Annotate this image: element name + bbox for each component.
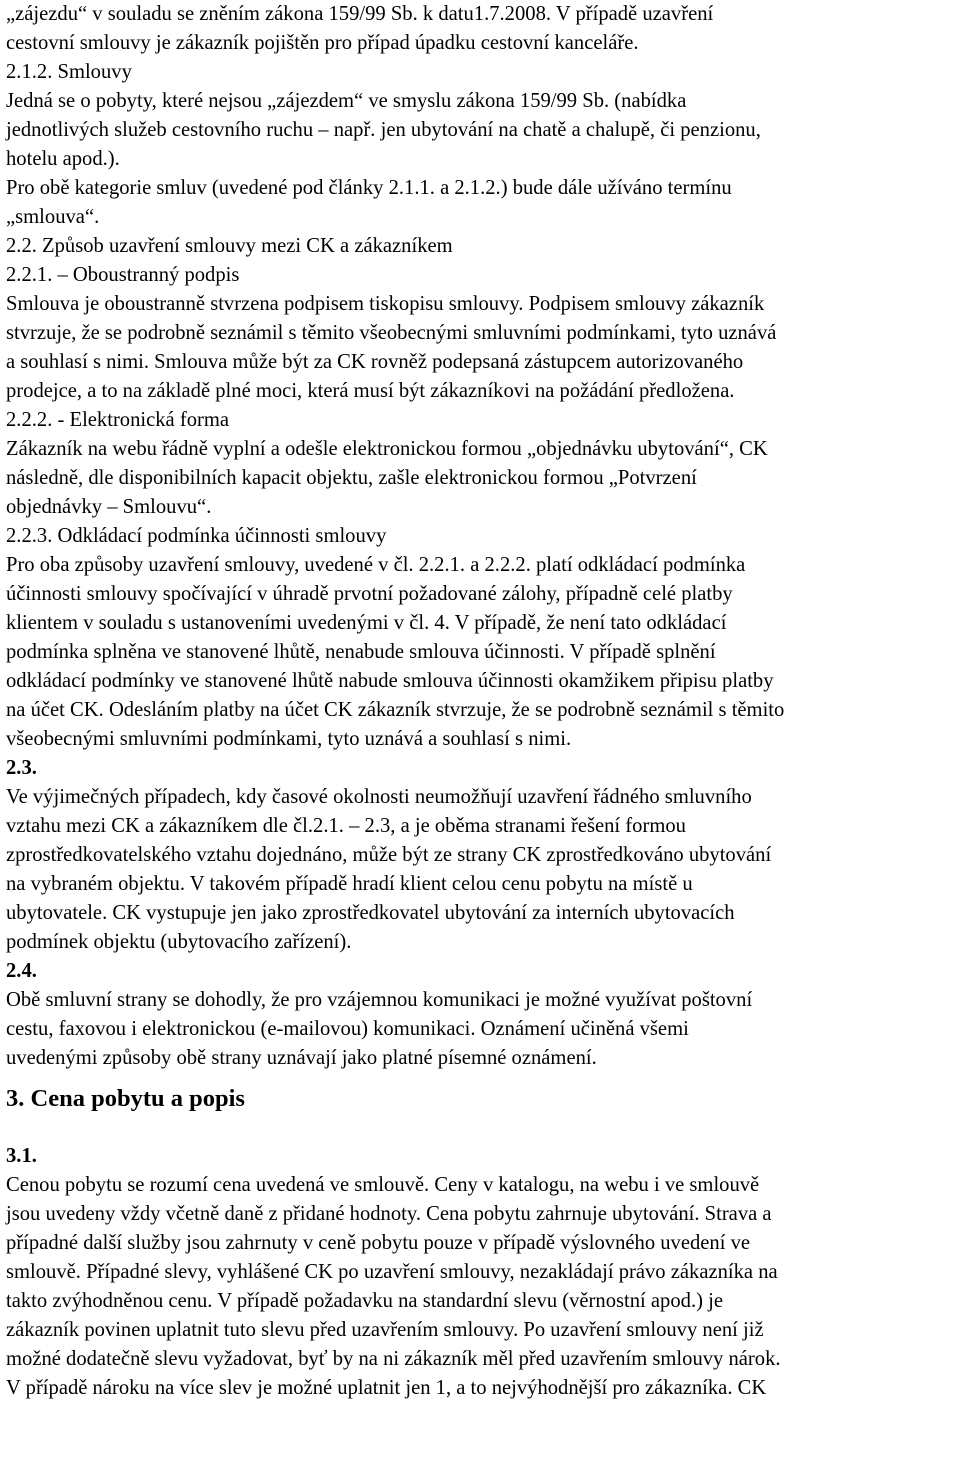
section-number-2-3: 2.3. xyxy=(6,757,37,779)
text-line: ubytovatele. CK vystupuje jen jako zprostředkovatel ubytování za interních ubytovacích xyxy=(6,902,735,924)
spacer xyxy=(6,1073,960,1082)
text-line: prodejce, a to na základě plné moci, která musí být zákazníkovi na požádání předložena. xyxy=(6,380,735,402)
text-line: a souhlasí s nimi. Smlouva může být za CK rovněž podepsaná zástupcem autorizovaného xyxy=(6,351,744,373)
text-line: podmínek objektu (ubytovacího zařízení). xyxy=(6,931,352,953)
text-line: podmínka splněna ve stanovené lhůtě, nenabude smlouva účinnosti. V případě splnění xyxy=(6,641,716,663)
text-line: odkládací podmínky ve stanovené lhůtě nabude smlouva účinnosti okamžikem připisu platby xyxy=(6,670,774,692)
text-line: uvedenými způsoby obě strany uznávají jako platné písemné oznámení. xyxy=(6,1047,597,1069)
subsection-heading-2-2-2: 2.2.2. - Elektronická forma xyxy=(6,409,230,431)
text-line: zprostředkovatelského vztahu dojednáno, může být ze strany CK zprostředkováno ubytování xyxy=(6,844,772,866)
text-line: cestu, faxovou i elektronickou (e-mailovou) komunikaci. Oznámení učiněná všemi xyxy=(6,1018,689,1040)
subsection-heading-2-2-3: 2.2.3. Odkládací podmínka účinnosti smlouvy xyxy=(6,525,387,547)
section-number-3-1: 3.1. xyxy=(6,1145,37,1167)
text-line: Cenou pobytu se rozumí cena uvedená ve smlouvě. Ceny v katalogu, na webu i ve smlouvě xyxy=(6,1174,760,1196)
section-3-1 xyxy=(6,1142,960,1403)
text-line: všeobecnými smluvními podmínkami, tyto uznává a souhlasí s nimi. xyxy=(6,728,572,750)
text-line: Jedná se o pobyty, které nejsou „zájezdem“ ve smyslu zákona 159/99 Sb. (nabídka xyxy=(6,90,687,112)
text-line: zákazník povinen uplatnit tuto slevu před uzavřením smlouvy. Po uzavření smlouvy není již xyxy=(6,1319,764,1341)
paragraph-block-2-1-2-to-2-2-3 xyxy=(6,0,960,754)
text-line: 2.1.2. Smlouvy xyxy=(6,61,132,83)
text-line: klientem v souladu s ustanoveními uvedenými v čl. 4. V případě, že není tato odkládací xyxy=(6,612,727,634)
text-line: hotelu apod.). xyxy=(6,148,120,170)
document-page xyxy=(6,0,960,1403)
text-line: cestovní smlouvy je zákazník pojištěn pro případ úpadku cestovní kanceláře. xyxy=(6,32,639,54)
text-line: případné další služby jsou zahrnuty v ceně pobytu pouze v případě výslovného uvedení ve xyxy=(6,1232,751,1254)
text-line: objednávky – Smlouvu“. xyxy=(6,496,212,518)
text-line: „zájezdu“ v souladu se zněním zákona 159/99 Sb. k datu1.7.2008. V případě uzavření xyxy=(6,3,714,25)
text-line: na účet CK. Odesláním platby na účet CK zákazník stvrzuje, že se podrobně seznámil s těmito xyxy=(6,699,785,721)
text-line: Smlouva je oboustranně stvrzena podpisem tiskopisu smlouvy. Podpisem smlouvy zákazník xyxy=(6,293,765,315)
section-2-4 xyxy=(6,957,960,1073)
text-line: V případě nároku na více slev je možné uplatnit jen 1, a to nejvýhodnější pro zákazníka. CK xyxy=(6,1377,767,1399)
text-line: jsou uvedeny vždy včetně daně z přidané hodnoty. Cena pobytu zahrnuje ubytování. Strava a xyxy=(6,1203,772,1225)
text-line: účinnosti smlouvy spočívající v úhradě prvotní požadované zálohy, případně celé platby xyxy=(6,583,733,605)
text-line: Ve výjimečných případech, kdy časové okolnosti neumožňují uzavření řádného smluvního xyxy=(6,786,752,808)
section-heading-3: 3. Cena pobytu a popis xyxy=(6,1085,245,1112)
text-line: následně, dle disponibilních kapacit objektu, zašle elektronickou formou „Potvrzení xyxy=(6,467,697,489)
spacer xyxy=(6,1116,960,1142)
subsection-heading-2-2-1: 2.2.1. – Oboustranný podpis xyxy=(6,264,240,286)
subsection-heading-2-2: 2.2. Způsob uzavření smlouvy mezi CK a zákazníkem xyxy=(6,235,453,257)
text-line: jednotlivých služeb cestovního ruchu – např. jen ubytování na chatě a chalupě, či penzionu, xyxy=(6,119,761,141)
text-line: stvrzuje, že se podrobně seznámil s těmito všeobecnými smluvními podmínkami, tyto uznává xyxy=(6,322,777,344)
section-number-2-4: 2.4. xyxy=(6,960,37,982)
text-line: vztahu mezi CK a zákazníkem dle čl.2.1. – 2.3, a je oběma stranami řešení formou xyxy=(6,815,686,837)
text-line: na vybraném objektu. V takovém případě hradí klient celou cenu pobytu na místě u xyxy=(6,873,693,895)
text-line: Pro oba způsoby uzavření smlouvy, uvedené v čl. 2.2.1. a 2.2.2. platí odkládací podmínka xyxy=(6,554,746,576)
section-2-3 xyxy=(6,754,960,957)
text-line: Obě smluvní strany se dohodly, že pro vzájemnou komunikaci je možné využívat poštovní xyxy=(6,989,753,1011)
text-line: smlouvě. Případné slevy, vyhlášené CK po uzavření smlouvy, nezakládají právo zákazníka na xyxy=(6,1261,778,1283)
text-line: možné dodatečně slevu vyžadovat, byť by na ni zákazník měl před uzavřením smlouvy nárok. xyxy=(6,1348,781,1370)
text-line: „smlouva“. xyxy=(6,206,100,228)
text-line: takto zvýhodněnou cenu. V případě požadavku na standardní slevu (věrnostní apod.) je xyxy=(6,1290,723,1312)
text-line: Pro obě kategorie smluv (uvedené pod články 2.1.1. a 2.1.2.) bude dále užíváno termínu xyxy=(6,177,732,199)
text-line: Zákazník na webu řádně vyplní a odešle elektronickou formou „objednávku ubytování“, CK xyxy=(6,438,768,460)
